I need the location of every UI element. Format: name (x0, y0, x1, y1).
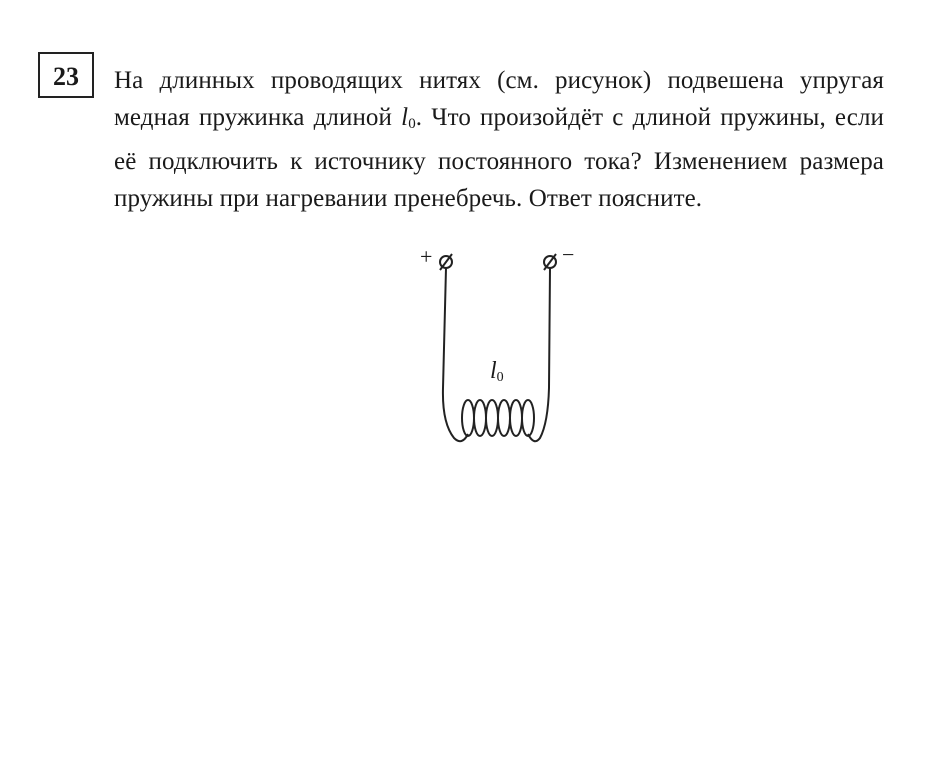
right-terminal-icon (544, 254, 556, 270)
left-terminal-icon (440, 254, 452, 270)
task-text (114, 62, 884, 217)
task-number-box: 23 (38, 52, 94, 98)
plus-label: + (420, 244, 433, 269)
left-wire (443, 268, 468, 441)
spring-diagram (410, 238, 600, 468)
spring-length-label: $l_0$ (490, 358, 504, 385)
task-text-part2: . Что произойдёт с длиной пружины, если её подключить к источнику постоянного тока? Изменением размера пружины при нагревании пренебречь. Ответ поясните. (114, 104, 885, 212)
minus-label: − (562, 242, 575, 267)
spring-figure (410, 238, 600, 468)
task-text-part1: На длинных проводящих нитях (см. рисунок) подвешена упругая медная пружинка длиной (114, 67, 884, 131)
spring-coils (462, 400, 534, 436)
right-wire (528, 268, 550, 441)
task-length-symbol: $l_0$ (401, 104, 416, 132)
